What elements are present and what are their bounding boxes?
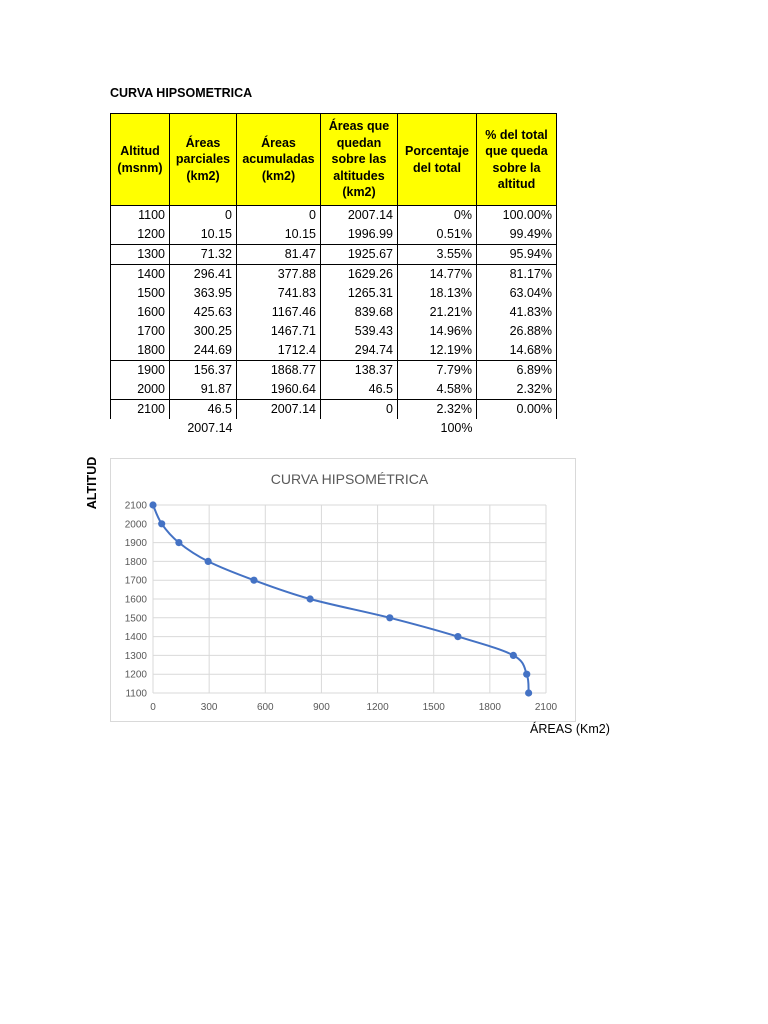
table-cell: 2.32% <box>477 380 557 400</box>
data-point <box>205 558 212 565</box>
column-header: Altitud (msnm) <box>111 114 170 206</box>
column-header: Áreas que quedan sobre las altitudes (km2) <box>321 114 398 206</box>
table-cell: 1960.64 <box>237 380 321 400</box>
x-tick-label: 1200 <box>366 702 389 713</box>
table-cell: 1500 <box>111 284 170 303</box>
column-header: Áreas parciales (km2) <box>170 114 237 206</box>
y-tick-label: 1400 <box>124 632 147 644</box>
data-point <box>525 689 532 696</box>
table-cell: 12.19% <box>398 341 477 361</box>
x-tick-label: 2100 <box>534 702 558 713</box>
empty-cell <box>321 419 398 438</box>
y-axis-title: ALTITUD <box>85 456 99 510</box>
table-cell: 14.77% <box>398 265 477 285</box>
document-title: CURVA HIPSOMETRICA <box>110 86 253 100</box>
table-row <box>111 206 557 226</box>
table-cell: 0 <box>321 400 398 420</box>
table-cell: 81.47 <box>237 245 321 265</box>
table-cell: 26.88% <box>477 322 557 341</box>
table-cell: 539.43 <box>321 322 398 341</box>
table-cell: 1300 <box>111 245 170 265</box>
empty-cell <box>477 419 557 438</box>
total-areas-parciales: 2007.14 <box>187 421 233 435</box>
table-cell: 1467.71 <box>237 322 321 341</box>
y-tick-label: 1100 <box>125 688 147 700</box>
x-tick-label: 300 <box>200 702 218 713</box>
table-cell: 363.95 <box>170 284 237 303</box>
table-cell: 1629.26 <box>321 265 398 285</box>
x-tick-label: 1800 <box>478 702 501 713</box>
table-row <box>111 225 557 245</box>
empty-cell <box>111 419 170 438</box>
hypsometric-table <box>110 113 557 438</box>
table-cell: 3.55% <box>398 245 477 265</box>
table-cell: 2.32% <box>398 400 477 420</box>
data-point <box>510 652 517 659</box>
table-cell: 81.17% <box>477 265 557 285</box>
table-row <box>111 400 557 420</box>
column-header: Áreas acumuladas (km2) <box>237 114 321 206</box>
table-cell: 0% <box>398 206 477 226</box>
y-tick-label: 1200 <box>124 669 147 681</box>
table-cell: 244.69 <box>170 341 237 361</box>
table-cell: 425.63 <box>170 303 237 322</box>
table-cell: 14.68% <box>477 341 557 361</box>
table-cell: 10.15 <box>237 225 321 245</box>
table-cell: 1712.4 <box>237 341 321 361</box>
table-row <box>111 245 557 265</box>
table-cell: 1996.99 <box>321 225 398 245</box>
table-cell: 0.00% <box>477 400 557 420</box>
table-cell: 0 <box>170 206 237 226</box>
table-row <box>111 265 557 285</box>
table-cell: 21.21% <box>398 303 477 322</box>
table-cell: 294.74 <box>321 341 398 361</box>
table-cell: 2007.14 <box>237 400 321 420</box>
y-tick-label: 1800 <box>124 556 147 568</box>
table-cell: 46.5 <box>321 380 398 400</box>
data-point <box>386 614 393 621</box>
empty-cell <box>237 419 321 438</box>
table-row <box>111 303 557 322</box>
table-cell: 91.87 <box>170 380 237 400</box>
table-cell: 1200 <box>111 225 170 245</box>
table-cell: 1700 <box>111 322 170 341</box>
table-cell: 71.32 <box>170 245 237 265</box>
table-cell: 14.96% <box>398 322 477 341</box>
table-cell: 1868.77 <box>237 361 321 381</box>
table-row <box>111 284 557 303</box>
chart-title: CURVA HIPSOMÉTRICA <box>270 471 429 487</box>
column-header: % del total que queda sobre la altitud <box>477 114 557 206</box>
table-cell: 2007.14 <box>321 206 398 226</box>
x-tick-label: 1500 <box>422 702 445 713</box>
table-header-row <box>111 114 557 206</box>
y-tick-label: 2100 <box>124 500 147 512</box>
table-cell: 741.83 <box>237 284 321 303</box>
table-cell: 138.37 <box>321 361 398 381</box>
data-point <box>307 595 314 602</box>
x-tick-label: 0 <box>150 702 156 713</box>
data-point <box>454 633 461 640</box>
table-cell: 839.68 <box>321 303 398 322</box>
table-cell: 0 <box>237 206 321 226</box>
table-cell: 1167.46 <box>237 303 321 322</box>
table-cell: 377.88 <box>237 265 321 285</box>
table-cell: 46.5 <box>170 400 237 420</box>
table-cell: 18.13% <box>398 284 477 303</box>
table-cell: 99.49% <box>477 225 557 245</box>
chart-frame <box>110 458 576 722</box>
x-tick-label: 900 <box>313 702 330 713</box>
data-point <box>250 577 257 584</box>
data-point <box>175 539 182 546</box>
table-cell: 300.25 <box>170 322 237 341</box>
y-tick-label: 1900 <box>124 538 147 550</box>
data-point <box>158 520 165 527</box>
table-cell: 1600 <box>111 303 170 322</box>
y-tick-label: 1700 <box>124 575 147 587</box>
y-tick-label: 2000 <box>124 519 147 531</box>
table-cell: 2000 <box>111 380 170 400</box>
hypsometric-chart <box>111 459 575 721</box>
table-cell: 10.15 <box>170 225 237 245</box>
column-header: Porcentaje del total <box>398 114 477 206</box>
table-cell: 1100 <box>111 206 170 226</box>
table-row <box>111 341 557 361</box>
total-porcentaje: 100% <box>440 421 473 435</box>
table-cell: 1265.31 <box>321 284 398 303</box>
table-cell: 1800 <box>111 341 170 361</box>
table-cell: 95.94% <box>477 245 557 265</box>
data-point <box>149 501 156 508</box>
table-cell: 1900 <box>111 361 170 381</box>
table-cell: 1925.67 <box>321 245 398 265</box>
table-cell: 0.51% <box>398 225 477 245</box>
table-row <box>111 380 557 400</box>
data-point <box>523 671 530 678</box>
table-row <box>111 361 557 381</box>
table-cell: 156.37 <box>170 361 237 381</box>
x-axis-title: ÁREAS (Km2) <box>530 722 610 736</box>
table-cell: 7.79% <box>398 361 477 381</box>
y-tick-label: 1600 <box>124 594 147 606</box>
table-cell: 6.89% <box>477 361 557 381</box>
table-cell: 296.41 <box>170 265 237 285</box>
table-cell: 4.58% <box>398 380 477 400</box>
table-cell: 1400 <box>111 265 170 285</box>
x-tick-label: 600 <box>256 702 274 713</box>
y-tick-label: 1500 <box>124 613 147 625</box>
totals-row <box>111 419 557 438</box>
y-tick-label: 1300 <box>124 650 147 662</box>
table-cell: 100.00% <box>477 206 557 226</box>
table-row <box>111 322 557 341</box>
table-cell: 63.04% <box>477 284 557 303</box>
table-cell: 2100 <box>111 400 170 420</box>
table-cell: 41.83% <box>477 303 557 322</box>
